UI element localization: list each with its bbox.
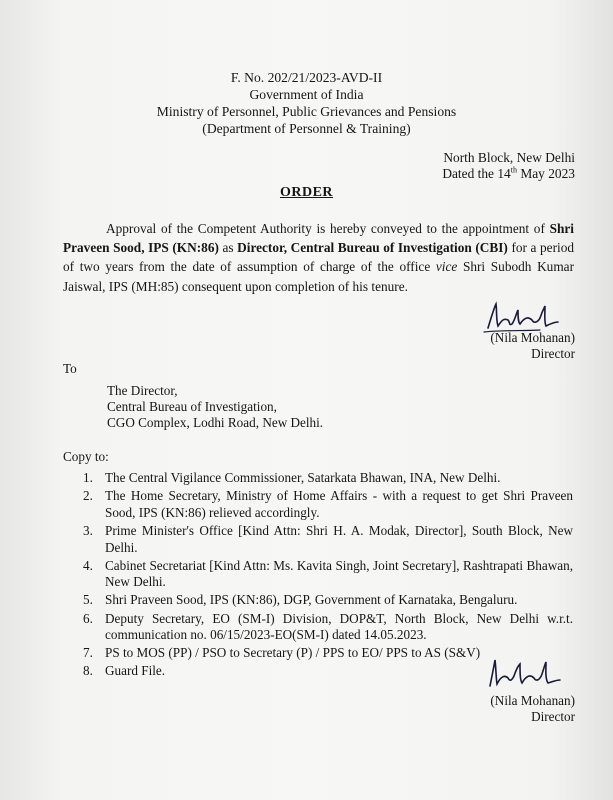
list-item: 4. Cabinet Secretariat [Kind Attn: Ms. Kavita Singh, Joint Secretary], Rashtrapati Bhawan, New Delhi. [83, 557, 573, 590]
order-title: ORDER [279, 185, 334, 200]
to-label: To [63, 361, 77, 376]
addressee-line-1: The Director, [107, 383, 178, 398]
place-line: North Block, New Delhi [443, 150, 575, 165]
list-item: 8. Guard File. [83, 663, 166, 679]
copy-to-label: Copy to: [63, 449, 109, 464]
appointee-name: Shri Praveen Sood, IPS (KN:86) [63, 221, 574, 256]
addressee-line-3: CGO Complex, Lodhi Road, New Delhi. [107, 415, 324, 430]
signatory-designation-2: Director [531, 709, 575, 724]
post-name: Director, Central Bureau of Investigation (CBI) [237, 240, 508, 256]
signature-mark [482, 656, 562, 692]
list-item: 3. Prime Minister's Office [Kind Attn: Shri H. A. Modak, Director], South Block, New Delhi. [83, 522, 573, 555]
ministry-line: Ministry of Personnel, Public Grievances and Pensions [156, 104, 457, 119]
signatory-name-2: (Nila Mohanan) [490, 693, 575, 708]
list-item: 7. PS to MOS (PP) / PSO to Secretary (P) / PPS to EO/ PPS to AS (S&V) [83, 645, 481, 661]
list-item: 6. Deputy Secretary, EO (SM-I) Division, DOP&T, North Block, New Delhi w.r.t. communication no. 06/15/2023-EO(SM-I) dated 14.05.2023. [83, 610, 573, 643]
list-item: 5. Shri Praveen Sood, IPS (KN:86), DGP, Government of Karnataka, Bengaluru. [83, 592, 518, 608]
file-number: F. No. 202/21/2023-AVD-II [230, 70, 383, 85]
list-item: 2. The Home Secretary, Ministry of Home Affairs - with a request to get Shri Praveen Sood, IPS (KN:86) relieved accordingly. [83, 488, 573, 520]
date-line: Dated the 14th May 2023 [442, 165, 575, 181]
signatory-designation: Director [531, 346, 575, 361]
department-line: (Department of Personnel & Training) [202, 121, 411, 136]
addressee-line-2: Central Bureau of Investigation, [107, 399, 277, 414]
list-item: 1. The Central Vigilance Commissioner, Satarkata Bhawan, INA, New Delhi. [83, 470, 501, 485]
government-line: Government of India [249, 87, 364, 102]
order-body: Approval of the Competent Authority is hereby conveyed to the appointment of Shri Praveen Sood, IPS (KN:86) as Director, Central Bureau of Investigation (CBI) for a period of two years from the date of assumption of charge of the office vice Shri Subodh Kumar Jaiswal, IPS (MH:85) consequent upon completion of his tenure. [63, 221, 575, 294]
copy-to-list [83, 470, 573, 682]
signatory-name: (Nila Mohanan) [490, 330, 575, 345]
